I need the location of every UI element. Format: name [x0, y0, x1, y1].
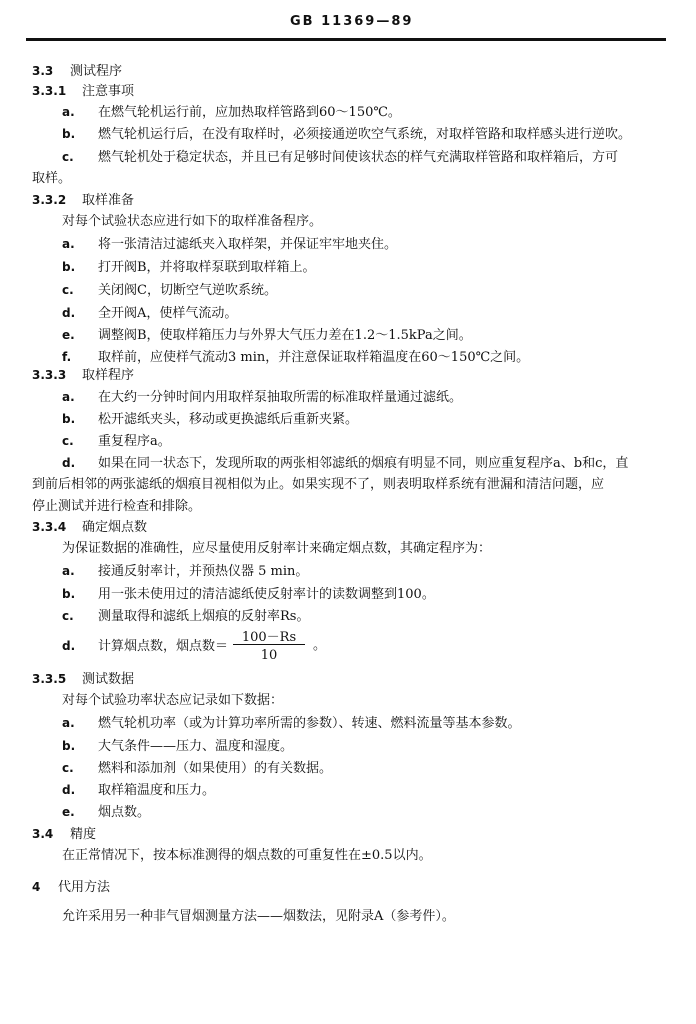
list-item: a. 将一张清洁过滤纸夹入取样架，并保证牢牢地夹住。 [62, 237, 398, 252]
list-item: a. 在燃气轮机运行前，应加热取样管路到60～150℃。 [62, 105, 401, 120]
section-4-title: 代用方法 [58, 880, 111, 895]
list-item: d. 全开阀A，使样气流动。 [62, 306, 238, 321]
standard-code: GB 11369—89 [290, 14, 414, 29]
section-3-3-heading: 3.3 测试程序 [32, 64, 123, 79]
section-3-3-2-title: 取样准备 [82, 193, 135, 208]
list-item: c. 测量取得和滤纸上烟痕的反射率Rs。 [62, 609, 310, 624]
header-rule [26, 38, 666, 41]
list-item: d. 如果在同一状态下，发现所取的两张相邻滤纸的烟痕有明显不同，则应重复程序a、b和c，直 [62, 456, 629, 471]
formula-denominator: 10 [260, 648, 278, 663]
list-item: e. 调整阀B，使取样箱压力与外界大气压力差在1.2～1.5kPa之间。 [62, 328, 472, 343]
section-4-heading: 4 代用方法 [32, 880, 111, 895]
section-3-3-5-heading: 3.3.5 测试数据 [32, 672, 135, 687]
list-item-continuation: 取样。 [32, 171, 72, 186]
list-item: b. 燃气轮机运行后，在没有取样时，必须接通逆吹空气系统，对取样管路和取样感头进行逆吹。 [62, 127, 632, 142]
section-3-3-4-intro: 为保证数据的准确性，应尽量使用反射率计来确定烟点数，其确定程序为： [62, 541, 492, 556]
section-3-3-2-heading: 3.3.2 取样准备 [32, 193, 135, 208]
list-item: c. 燃料和添加剂（如果使用）的有关数据。 [62, 761, 333, 776]
section-3-4-heading: 3.4 精度 [32, 827, 97, 842]
section-3-3-3-title: 取样程序 [82, 368, 135, 383]
page-header [0, 0, 696, 40]
list-item: c. 燃气轮机处于稳定状态，并且已有足够时间使该状态的样气充满取样管路和取样箱后，方可 [62, 150, 619, 165]
section-4-text: 允许采用另一种非气冒烟测量方法——烟数法，见附录A（参考件）。 [62, 909, 455, 924]
list-item: b. 用一张未使用过的清洁滤纸使反射率计的读数调整到100。 [62, 587, 435, 602]
section-3-3-title: 测试程序 [70, 64, 123, 79]
formula-numerator: 100－Rs [241, 630, 297, 645]
list-item: a. 在大约一分钟时间内用取样泵抽取所需的标准取样量通过滤纸。 [62, 390, 463, 405]
list-item: f. 取样前，应使样气流动3 min，并注意保证取样箱温度在60～150℃之间。 [62, 350, 530, 365]
section-3-3-2-intro: 对每个试验状态应进行如下的取样准备程序。 [62, 214, 323, 229]
section-3-3-1-heading: 3.3.1 注意事项 [32, 84, 135, 99]
section-3-3-1-title: 注意事项 [82, 84, 135, 99]
section-3-4-title: 精度 [70, 827, 97, 842]
list-item: d. 计算烟点数，烟点数＝ [62, 639, 229, 654]
section-3-3-3-heading: 3.3.3 取样程序 [32, 368, 135, 383]
fraction-bar [233, 644, 305, 645]
list-item: a. 燃气轮机功率（或为计算功率所需的参数）、转速、燃料流量等基本参数。 [62, 716, 521, 731]
list-item: d. 取样箱温度和压力。 [62, 783, 216, 798]
formula-end: 。 [313, 638, 327, 653]
list-item-continuation: 到前后相邻的两张滤纸的烟痕目视相似为止。如果实现不了，则表明取样系统有泄漏和清洁问题，应 [32, 477, 605, 492]
list-item: b. 大气条件——压力、温度和湿度。 [62, 739, 294, 754]
list-item-continuation: 停止测试并进行检查和排除。 [32, 499, 202, 514]
section-3-4-text: 在正常情况下，按本标准测得的烟点数的可重复性在±0.5以内。 [62, 848, 432, 863]
section-3-3-4-heading: 3.3.4 确定烟点数 [32, 520, 148, 535]
list-item: c. 关闭阀C，切断空气逆吹系统。 [62, 283, 277, 298]
list-item: e. 烟点数。 [62, 805, 151, 820]
section-3-3-5-title: 测试数据 [82, 672, 135, 687]
list-item: a. 接通反射率计，并预热仪器 5 min。 [62, 564, 309, 579]
list-item: c. 重复程序a。 [62, 434, 171, 449]
list-item: b. 松开滤纸夹头，移动或更换滤纸后重新夹紧。 [62, 412, 359, 427]
section-3-3-4-title: 确定烟点数 [82, 520, 148, 535]
list-item: b. 打开阀B，并将取样泵联到取样箱上。 [62, 260, 316, 275]
section-3-3-5-intro: 对每个试验功率状态应记录如下数据： [62, 693, 284, 708]
